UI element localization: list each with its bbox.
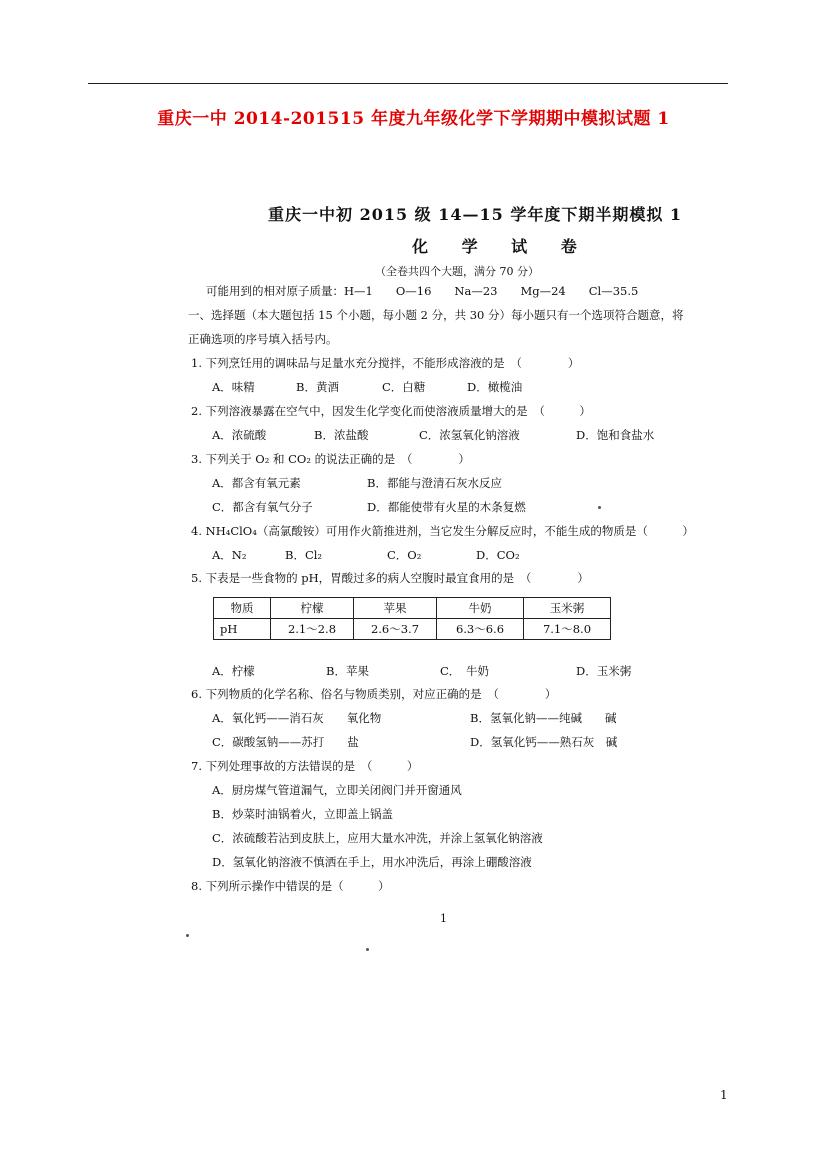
table-cell: 2.1～2.8 [271,619,354,640]
question-7-option-c: C．浓硫酸若沾到皮肤上，应用大量水冲洗，并涂上氢氧化钠溶液 [212,831,543,845]
question-3-stem: 3. 下列关于 O₂ 和 CO₂ 的说法正确的是 （ ） [191,452,470,466]
table-cell: pH [214,619,271,640]
question-3-option-c: C．都含有氧气分子 [212,500,313,514]
table-cell: 牛奶 [437,598,524,619]
question-4-option-b: B．Cl₂ [285,548,323,562]
section-intro-cont: 正确选项的序号填入括号内。 [188,332,338,346]
question-7-option-d: D．氢氧化钠溶液不慎洒在手上，用水冲洗后，再涂上硼酸溶液 [212,855,532,869]
question-6-option-d: D．氢氧化钙——熟石灰 碱 [470,735,618,749]
question-5-option-d: D．玉米粥 [576,664,632,678]
question-4-option-a: A．N₂ [212,548,247,562]
question-2-option-b: B．浓盐酸 [314,428,369,442]
question-1-option-d: D．橄榄油 [467,380,523,394]
exam-note: （全卷共四个大题，满分 70 分） [375,265,539,278]
table-cell: 苹果 [354,598,437,619]
question-1-option-b: B．黄酒 [296,380,339,394]
question-4-option-c: C．O₂ [387,548,422,562]
question-7-option-b: B．炒菜时油锅着火，立即盖上锅盖 [212,807,393,821]
table-cell: 7.1～8.0 [524,619,611,640]
table-row [214,619,611,640]
question-5-option-c: C． 牛奶 [440,664,490,678]
question-8-stem: 8. 下列所示操作中错误的是（ ） [191,879,390,893]
question-3-option-b: B．都能与澄清石灰水反应 [367,476,502,490]
question-7-stem: 7. 下列处理事故的方法错误的是 （ ） [191,759,419,773]
table-cell: 玉米粥 [524,598,611,619]
question-6-stem: 6. 下列物质的化学名称、俗名与物质类别，对应正确的是 （ ） [191,687,557,701]
table-cell: 物质 [214,598,271,619]
question-2-option-d: D．饱和食盐水 [576,428,655,442]
table-row [214,598,611,619]
question-6-option-a: A．氧化钙——消石灰 氧化物 [212,711,382,725]
page-number: 1 [720,1088,728,1102]
question-5-option-b: B．苹果 [326,664,369,678]
table-cell: 2.6～3.7 [354,619,437,640]
question-2-stem: 2. 下列溶液暴露在空气中，因发生化学变化而使溶液质量增大的是 （ ） [191,404,591,418]
question-6-option-c: C．碳酸氢钠——苏打 盐 [212,735,359,749]
question-2-option-a: A．浓硫酸 [212,428,267,442]
table-cell: 柠檬 [271,598,354,619]
ph-table [213,597,611,640]
question-5-stem: 5. 下表是一些食物的 pH，胃酸过多的病人空腹时最宜食用的是 （ ） [191,571,589,585]
document-title: 重庆一中 2014-201515 年度九年级化学下学期期中模拟试题 1 [157,109,670,129]
exam-title: 重庆一中初 2015 级 14—15 学年度下期半期模拟 1 [268,205,683,224]
question-3-option-d: D．都能使带有火星的木条复燃 [367,500,526,514]
exam-subtitle: 化 学 试 卷 [412,237,591,256]
header-rule [88,83,728,84]
question-3-option-a: A．都含有氧元素 [212,476,301,490]
table-cell: 6.3～6.6 [437,619,524,640]
question-7-option-a: A．厨房煤气管道漏气，立即关闭阀门并开窗通风 [212,783,462,797]
question-1-stem: 1. 下列烹饪用的调味品与足量水充分搅拌，不能形成溶液的是 （ ） [191,356,580,370]
question-6-option-b: B．氢氧化钠——纯碱 碱 [470,711,617,725]
atomic-masses: 可能用到的相对原子质量：H—1 O—16 Na—23 Mg—24 Cl—35.5 [206,284,639,298]
scanned-exam-page [170,190,740,960]
question-4-option-d: D．CO₂ [476,548,520,562]
scan-page-marker: 1 [440,912,447,925]
scan-speck [366,948,369,951]
scan-speck [186,934,189,937]
question-5-option-a: A．柠檬 [212,664,255,678]
question-1-option-a: A．味精 [212,380,255,394]
question-1-option-c: C．白糖 [382,380,426,394]
section-intro: 一、选择题（本大题包括 15 个小题，每小题 2 分，共 30 分）每小题只有一个选项符合题意，将 [188,308,684,322]
scan-speck [598,506,601,509]
question-4-stem: 4. NH₄ClO₄（高氯酸铵）可用作火箭推进剂，当它发生分解反应时，不能生成的物质是（ ） [191,524,694,538]
question-2-option-c: C．浓氢氧化钠溶液 [419,428,520,442]
